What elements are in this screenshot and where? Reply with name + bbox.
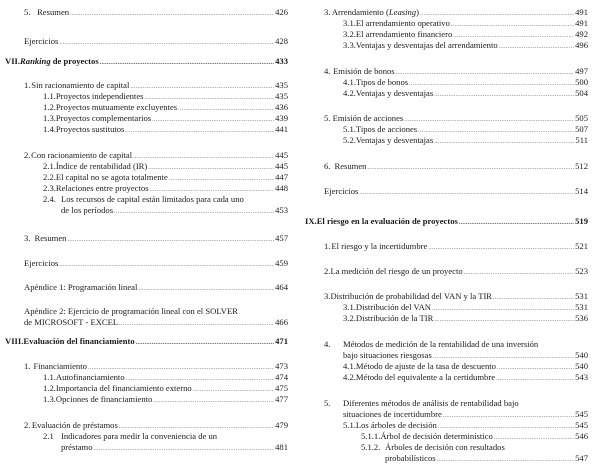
- entry-title: Método de ajuste de la tasa de descuento: [355, 361, 496, 371]
- entry-page: 540: [575, 350, 588, 360]
- entry-title: Resumen: [34, 233, 67, 243]
- entry-number: 1.: [324, 241, 331, 251]
- entry-title: Relaciones entre proyectos: [55, 183, 149, 193]
- entry-title-part: Arrendamiento (: [331, 7, 389, 17]
- toc-entry[interactable]: [43, 194, 244, 204]
- toc-entry[interactable]: [324, 398, 519, 408]
- entry-title: El riesgo y la incertidumbre: [331, 241, 428, 251]
- entry-title: Con racionamiento de capital: [31, 150, 133, 160]
- entry-title: Evaluación de préstamos: [31, 420, 118, 430]
- entry-number: 2.: [324, 266, 331, 276]
- entry-title: La medición del riesgo de un proyecto: [330, 266, 463, 276]
- entry-number: 5.1.: [343, 124, 356, 134]
- toc-entry-continuation[interactable]: [61, 205, 288, 217]
- entry-page: 474: [275, 372, 288, 382]
- entry-title: Tipos de acciones: [355, 124, 418, 134]
- entry-number: 3.2.: [343, 29, 356, 39]
- entry-number: 3.1.: [343, 18, 356, 28]
- entry-title: Tipos de bonos: [355, 77, 409, 87]
- toc-entry[interactable]: [343, 135, 588, 147]
- dot-leader: [70, 7, 274, 19]
- entry-title: Opciones de financiamiento: [55, 394, 153, 404]
- entry-number: 5.: [24, 7, 31, 17]
- entry-title: Importancia del financiamiento externo: [55, 383, 192, 393]
- entry-title: Distribución de probabilidad del VAN y la TIR: [330, 291, 493, 301]
- chapter-title-italic: Ranking: [20, 56, 51, 66]
- entry-title: Sin racionamiento de capital: [31, 80, 130, 90]
- toc-entry[interactable]: [324, 241, 588, 253]
- entry-number: 1.4.: [43, 124, 56, 134]
- toc-chapter[interactable]: [5, 336, 288, 348]
- entry-number: 1.1.: [43, 91, 56, 101]
- entry-title: Ejercicios: [24, 258, 59, 268]
- entry-title: Ejercicios: [24, 36, 59, 46]
- entry-number: 4.1.: [343, 361, 356, 371]
- entry-page: 459: [275, 258, 288, 268]
- dot-leader: [100, 56, 274, 68]
- entry-title: [332, 7, 419, 17]
- toc-entry[interactable]: [24, 282, 288, 294]
- dot-leader: [59, 36, 274, 48]
- entry-page: 511: [575, 135, 588, 145]
- entry-page: 545: [575, 409, 588, 419]
- toc-chapter[interactable]: [5, 56, 288, 68]
- entry-page: 445: [275, 161, 288, 171]
- entry-page: 545: [575, 420, 588, 430]
- entry-number: 2.1: [43, 431, 54, 441]
- toc-entry[interactable]: [43, 431, 217, 441]
- entry-page: 504: [575, 88, 588, 98]
- entry-title: Resumen: [334, 161, 367, 171]
- toc-entry-continuation[interactable]: [61, 442, 288, 454]
- entry-page: 507: [575, 124, 588, 134]
- entry-number: 3.: [324, 291, 331, 301]
- entry-number: 1.3.: [43, 394, 56, 404]
- dot-leader: [125, 124, 274, 136]
- entry-number: 6.: [324, 161, 331, 171]
- toc-entry[interactable]: [324, 161, 588, 173]
- toc-entry[interactable]: [24, 233, 288, 245]
- toc-entry[interactable]: [343, 40, 588, 52]
- toc-entry-continuation[interactable]: [24, 317, 288, 329]
- entry-number: 1.2.: [43, 102, 56, 112]
- entry-number: 2.2.: [43, 172, 56, 182]
- dot-leader: [428, 241, 574, 253]
- toc-entry[interactable]: [24, 258, 288, 270]
- entry-title-part: ): [416, 7, 419, 17]
- chapter-number: VIII.: [5, 336, 24, 346]
- entry-page: 479: [275, 420, 288, 430]
- dot-leader: [367, 161, 574, 173]
- entry-page: 521: [575, 241, 588, 251]
- entry-number: 3.: [24, 233, 31, 243]
- entry-number: 3.1.: [343, 302, 356, 312]
- toc-chapter[interactable]: [305, 216, 588, 228]
- entry-number: 1.2.: [43, 383, 56, 393]
- entry-number: 5.: [324, 398, 331, 408]
- entry-page: 439: [275, 113, 288, 123]
- entry-page: 536: [575, 313, 588, 323]
- chapter-number: IX.: [305, 216, 317, 226]
- entry-number: 5.2.: [343, 135, 356, 145]
- entry-title: Proyectos independientes: [55, 91, 144, 101]
- entry-number: 2.: [24, 150, 31, 160]
- entry-title-line1: Métodos de medición de la rentabilidad de una inversión: [343, 339, 539, 349]
- chapter-page: 471: [275, 336, 288, 346]
- entry-title: El arrendamiento financiero: [355, 29, 453, 39]
- entry-title: Autofinanciamiento: [55, 372, 125, 382]
- entry-page: 505: [575, 113, 588, 123]
- chapter-title: Evaluación del financiamiento: [23, 336, 135, 346]
- toc-entry[interactable]: [24, 36, 288, 48]
- toc-entry[interactable]: [43, 394, 288, 406]
- dot-leader: [114, 205, 274, 217]
- entry-page: 435: [275, 91, 288, 101]
- toc-entry[interactable]: [324, 186, 588, 198]
- entry-page: 492: [575, 29, 588, 39]
- entry-number: 4.1.: [343, 77, 356, 87]
- entry-page: 491: [575, 7, 588, 17]
- entry-page: 475: [275, 383, 288, 393]
- entry-title: Apéndice 1: Programación lineal: [24, 282, 138, 292]
- entry-title-line2: préstamo: [61, 442, 93, 452]
- entry-page: 497: [575, 66, 588, 76]
- chapter-title: [20, 56, 99, 66]
- entry-title: Ejercicios: [324, 186, 359, 196]
- dot-leader: [459, 216, 574, 228]
- entry-title: Resumen: [37, 7, 70, 17]
- dot-leader: [67, 233, 274, 245]
- dot-leader: [496, 372, 574, 384]
- entry-number: 3.2.: [343, 313, 356, 323]
- entry-number: 5.1.1.: [361, 431, 381, 441]
- entry-title-line2: de los períodos: [61, 205, 114, 215]
- entry-page: 436: [275, 102, 288, 112]
- dot-leader: [434, 135, 574, 147]
- entry-page: 447: [275, 172, 288, 182]
- entry-number: 1.: [24, 361, 31, 371]
- entry-number: 5.1.2.: [361, 442, 381, 452]
- entry-page: 445: [275, 150, 288, 160]
- entry-number: 4.: [324, 66, 331, 76]
- toc-entry[interactable]: [343, 372, 588, 384]
- entry-page: 512: [575, 161, 588, 171]
- entry-title: Emisión de bonos: [333, 66, 395, 76]
- entry-page: 491: [575, 18, 588, 28]
- chapter-title: El riesgo en la evaluación de proyectos: [316, 216, 458, 226]
- entry-number: 2.3.: [43, 183, 56, 193]
- entry-page: 500: [575, 77, 588, 87]
- entry-page: 426: [275, 7, 288, 17]
- entry-page: 448: [275, 183, 288, 193]
- entry-number: 5.: [324, 113, 331, 123]
- entry-number: 1.3.: [43, 113, 56, 123]
- toc-entry[interactable]: [343, 313, 588, 325]
- dot-leader: [59, 258, 274, 270]
- entry-title: Ventajas y desventajas: [355, 135, 434, 145]
- dot-leader: [119, 317, 274, 329]
- dot-leader: [434, 313, 574, 325]
- entry-page: 473: [275, 361, 288, 371]
- entry-page: 457: [275, 233, 288, 243]
- entry-page: 540: [575, 361, 588, 371]
- entry-title: Proyectos complementarios: [55, 113, 152, 123]
- entry-title: Ventajas y desventajas del arrendamiento: [355, 40, 498, 50]
- entry-title: El capital no se agota totalmente: [55, 172, 168, 182]
- entry-title: Los árboles de decisión: [355, 420, 437, 430]
- entry-title: El arrendamiento operativo: [355, 18, 450, 28]
- entry-title-line2: probabilísticos: [385, 453, 436, 463]
- entry-page: 453: [275, 205, 288, 215]
- entry-number: 3.: [324, 7, 331, 17]
- entry-title-italic: Leasing: [388, 7, 417, 17]
- toc-entry[interactable]: [361, 442, 505, 452]
- entry-page: 477: [275, 394, 288, 404]
- entry-number: 2.: [24, 420, 31, 430]
- dot-leader: [499, 40, 574, 52]
- entry-page: 481: [275, 442, 288, 452]
- chapter-number: VII.: [5, 56, 21, 66]
- entry-title-line1: Indicadores para medir la conveniencia de un: [61, 431, 218, 441]
- entry-number: 1.1.: [43, 372, 56, 382]
- entry-title-line1: Diferentes métodos de análisis de rentabilidad bajo: [343, 398, 519, 408]
- toc-entry[interactable]: [43, 124, 288, 136]
- chapter-page: 433: [275, 56, 288, 66]
- toc-entry[interactable]: [24, 7, 288, 19]
- dot-leader: [136, 336, 274, 348]
- entry-page: 547: [575, 453, 588, 463]
- entry-page: 531: [575, 302, 588, 312]
- entry-page: 441: [275, 124, 288, 134]
- entry-page: 531: [575, 291, 588, 301]
- dot-leader: [359, 186, 574, 198]
- entry-page: 464: [275, 282, 288, 292]
- entry-number: 1.: [24, 80, 31, 90]
- chapter-title-rest: de proyectos: [50, 56, 99, 66]
- entry-title-line2: de MICROSOFT - EXCEL: [24, 317, 119, 327]
- entry-title-line1: Apéndice 2: Ejercicio de programación lineal con el SOLVER: [24, 306, 238, 316]
- entry-number: 4.2.: [343, 372, 356, 382]
- entry-title-line1: Los recursos de capital están limitados para cada uno: [61, 194, 244, 204]
- toc-entry[interactable]: [343, 88, 588, 100]
- entry-page: 435: [275, 80, 288, 90]
- entry-number: 3.3.: [343, 40, 356, 50]
- entry-page: 466: [275, 317, 288, 327]
- entry-title: Método del equivalente a la certidumbre: [355, 372, 496, 382]
- toc-entry[interactable]: [324, 339, 538, 349]
- entry-number: 4.: [324, 339, 331, 349]
- entry-number: 2.4.: [43, 194, 56, 204]
- entry-page: 496: [575, 40, 588, 50]
- entry-title-line2: situaciones de incertidumbre: [343, 409, 442, 419]
- entry-title-line2: bajo situaciones riesgosas: [343, 350, 432, 360]
- entry-title: Proyectos sustitutos: [55, 124, 125, 134]
- entry-title: Árbol de decisión determinístico: [380, 431, 493, 441]
- entry-number: 4.2.: [343, 88, 356, 98]
- entry-page: 546: [575, 431, 588, 441]
- toc-entry-continuation[interactable]: [385, 453, 588, 465]
- entry-number: 2.1.: [43, 161, 56, 171]
- dot-leader: [464, 266, 574, 278]
- dot-leader: [494, 431, 574, 443]
- entry-page: 523: [575, 266, 588, 276]
- entry-number: 5.1.: [343, 420, 356, 430]
- dot-leader: [434, 88, 574, 100]
- entry-title: Emisión de acciones: [332, 113, 404, 123]
- chapter-page: 519: [575, 216, 588, 226]
- toc-entry[interactable]: [24, 306, 238, 316]
- entry-title: Ventajas y desventajas: [355, 88, 434, 98]
- dot-leader: [437, 453, 575, 465]
- entry-title-line1: Árboles de decisión con resultados: [385, 442, 505, 452]
- entry-title: Índice de rentabilidad (IR): [55, 161, 148, 171]
- entry-page: 428: [275, 36, 288, 46]
- entry-title: Distribución de la TIR: [355, 313, 434, 323]
- entry-title: Financiamiento: [33, 361, 87, 371]
- entry-title: Proyectos mutuamente excluyentes: [55, 102, 178, 112]
- dot-leader: [153, 394, 274, 406]
- toc-entry[interactable]: [324, 266, 588, 278]
- entry-title: Distribución del VAN: [355, 302, 432, 312]
- entry-page: 514: [575, 186, 588, 196]
- dot-leader: [94, 442, 275, 454]
- dot-leader: [138, 282, 274, 294]
- entry-page: 543: [575, 372, 588, 382]
